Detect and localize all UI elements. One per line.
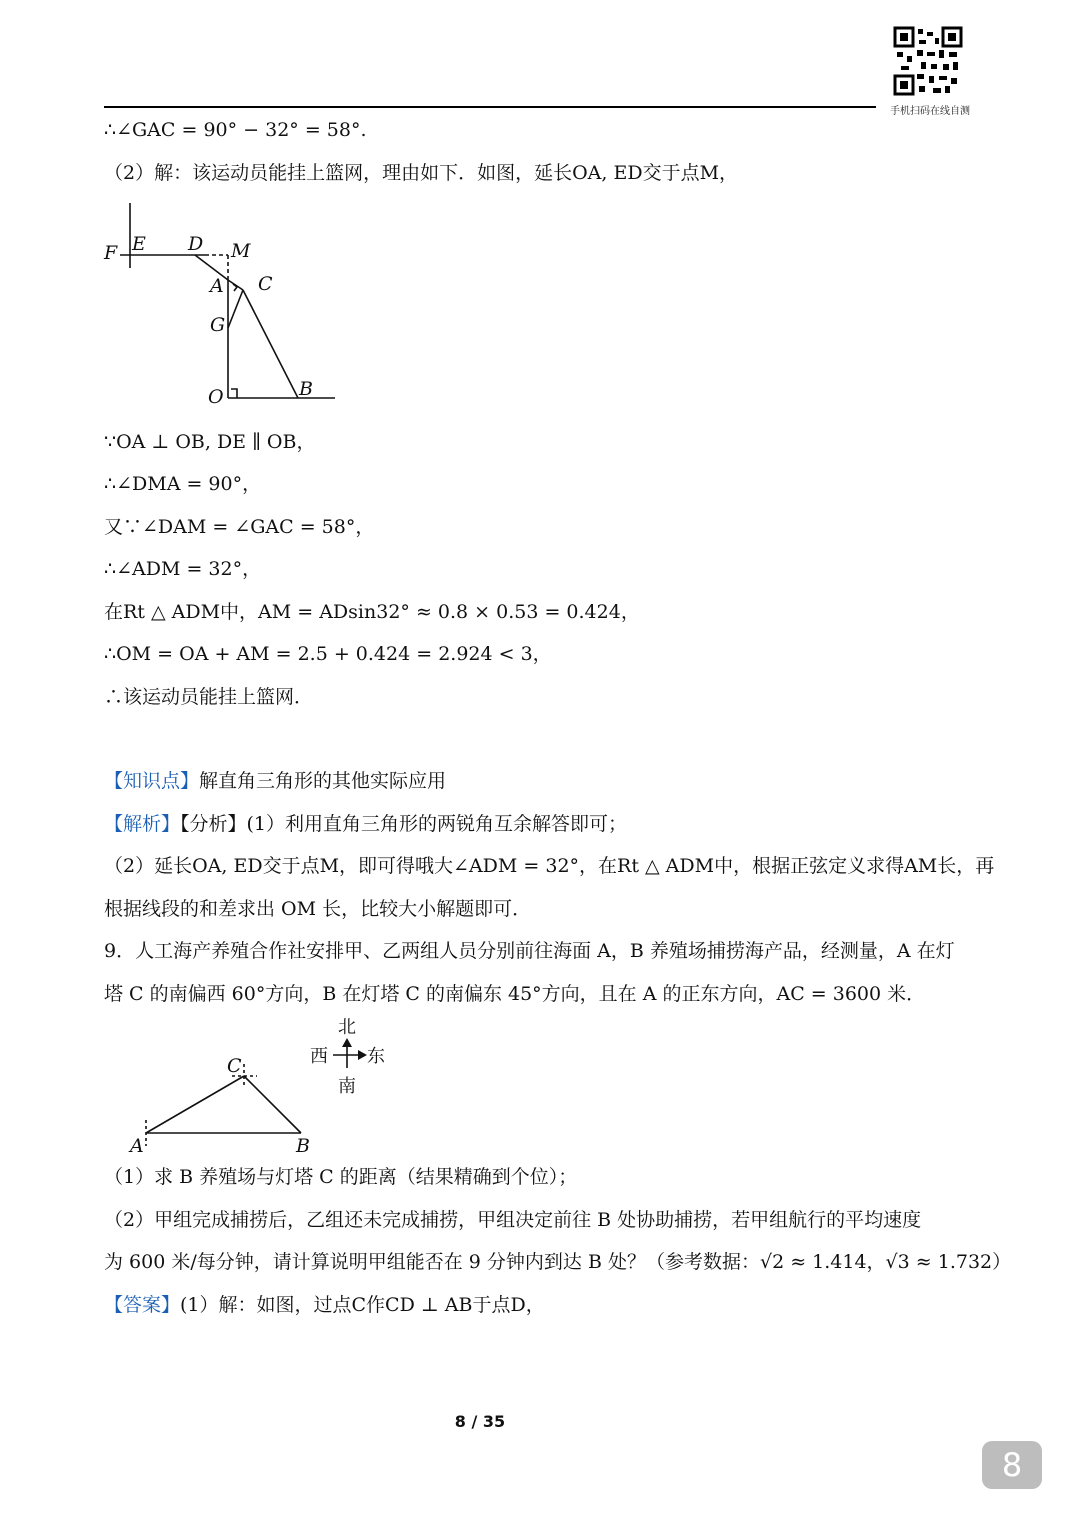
question-9-part2: （2）甲组完成捕捞后，乙组还未完成捕捞，甲组决定前往 B 处协助捕捞，若甲组航行的平均速度 <box>104 1209 922 1231</box>
text-line: （2）延长OA, ED交于点M，即可得哦大∠ADM = 32°，在Rt △ ADM中，根据正弦定义求得AM长，再 <box>104 855 995 877</box>
text-line: ∵OA ⊥ OB, DE ∥ OB， <box>104 431 316 453</box>
header-rule <box>104 106 876 108</box>
question-9-line: 塔 C 的南偏西 60°方向，B 在灯塔 C 的南偏东 45°方向，且在 A 的正东方向，AC = 3600 米． <box>104 983 926 1005</box>
analysis-tag: 【解析】 <box>104 813 181 835</box>
compass-south: 南 <box>338 1076 356 1097</box>
knowledge-point <box>104 768 446 794</box>
figure-lighthouse <box>120 1012 400 1160</box>
label-a: A <box>130 1135 144 1157</box>
question-9-line: 9．人工海产养殖合作社安排甲、乙两组人员分别前往海面 A，B 养殖场捕捞海产品，经测量，A 在灯 <box>104 940 955 962</box>
answer-text: (1）解：如图，过点C作CD ⊥ AB于点D， <box>180 1294 545 1316</box>
analysis-line <box>104 811 627 837</box>
label-f: F <box>104 242 118 264</box>
qr-caption: 手机扫码在线自测 <box>890 106 970 117</box>
question-9-part1: （1）求 B 养殖场与灯塔 C 的距离（结果精确到个位）； <box>104 1166 578 1188</box>
knowledge-text: 解直角三角形的其他实际应用 <box>199 770 447 792</box>
page-number: 8 / 35 <box>454 1412 506 1431</box>
analysis-text: 【分析】(1）利用直角三角形的两锐角互余解答即可； <box>180 813 628 835</box>
text-line: 根据线段的和差求出 OM 长，比较大小解题即可． <box>104 898 532 920</box>
label-b: B <box>296 1135 310 1157</box>
label-c: C <box>227 1055 242 1077</box>
compass-icon <box>310 1017 385 1097</box>
text-line: ∴∠GAC = 90° − 32° = 58°. <box>104 119 367 141</box>
text-line: 在Rt △ ADM中，AM = ADsin32° ≈ 0.8 × 0.53 = 0.424， <box>104 601 640 623</box>
compass-east: 东 <box>367 1046 385 1067</box>
label-c: C <box>258 273 273 295</box>
label-b: B <box>299 378 313 400</box>
line-ac <box>146 1076 244 1133</box>
answer-tag: 【答案】 <box>104 1294 181 1316</box>
question-9-part2-cont: 为 600 米/每分钟，请计算说明甲组能否在 9 分钟内到达 B 处？（参考数据：√2 ≈ 1.414，√3 ≈ 1.732） <box>104 1251 1012 1273</box>
answer-line <box>104 1292 545 1318</box>
label-d: D <box>188 233 204 255</box>
compass-west: 西 <box>310 1046 328 1067</box>
line-cb <box>243 290 298 398</box>
page-badge: 8 <box>982 1441 1042 1489</box>
line-cb <box>244 1076 301 1133</box>
right-angle-o <box>231 389 237 398</box>
text-line: ∴∠DMA = 90°， <box>104 473 262 495</box>
text-line: ∴∠ADM = 32°， <box>104 558 262 580</box>
text-line: ∴OM = OA + AM = 2.5 + 0.424 = 2.924 < 3， <box>104 643 552 665</box>
label-g: G <box>210 314 226 336</box>
label-e: E <box>132 233 146 255</box>
line-cg <box>228 290 243 328</box>
label-a: A <box>210 275 224 297</box>
label-m: M <box>231 240 251 262</box>
text-line: 又∵∠DAM = ∠GAC = 58°， <box>104 516 375 538</box>
figure-basketball <box>100 198 350 413</box>
text-line: ∴该运动员能挂上篮网． <box>104 686 314 708</box>
text-line: （2）解：该运动员能挂上篮网，理由如下．如图，延长OA, ED交于点M， <box>104 162 739 184</box>
knowledge-tag: 【知识点】 <box>104 770 200 792</box>
compass-north: 北 <box>338 1017 356 1038</box>
label-o: O <box>208 386 224 408</box>
qr-code-icon <box>893 26 963 96</box>
